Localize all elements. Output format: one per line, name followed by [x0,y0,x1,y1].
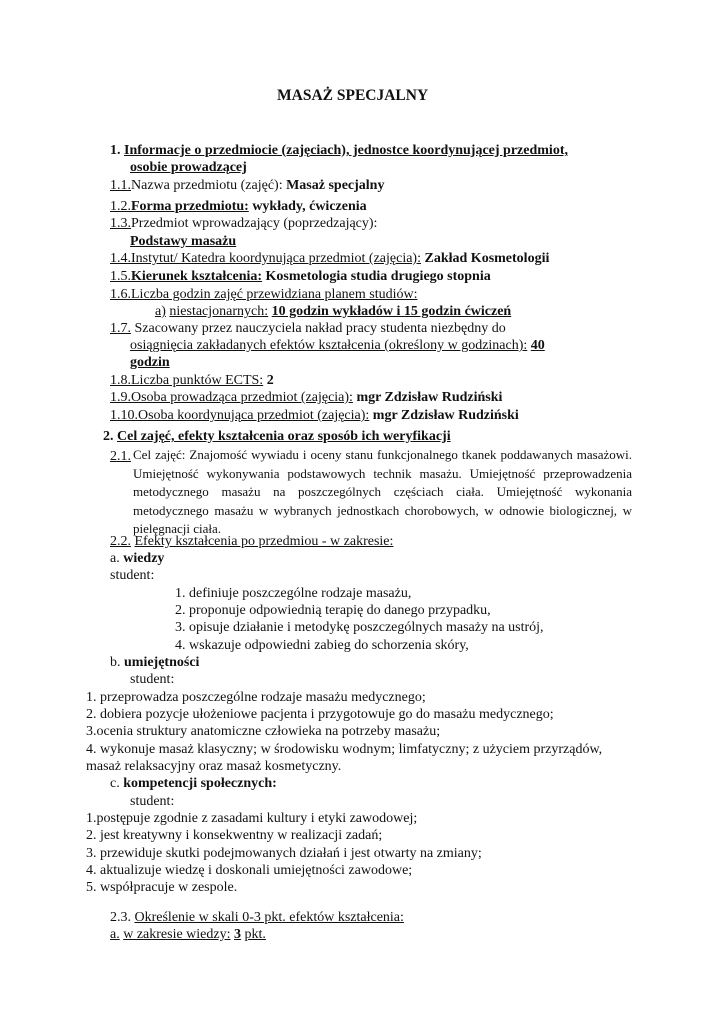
list-item: 3. opisuje działanie i metodykę poszczególnych masaży na ustrój, [175,620,544,635]
section-2-number: 2. [103,429,114,444]
section-1-title-line-1: Informacje o przedmiocie (zajęciach), jednostce koordynującej przedmiot, [124,143,568,158]
row-value: 40 [530,338,545,353]
sub-b-student: student: [130,672,175,687]
page-title: MASAŻ SPECJALNY [277,87,429,104]
sub-c-student: student: [130,794,175,809]
sub-value: 3 [234,927,242,942]
row-label: Osoba koordynująca przedmiot (zajęcia): [138,408,370,423]
section-2-title: Cel zajęć, efekty kształcenia oraz sposób ich weryfikacji [117,429,451,444]
row-1-6-sub [155,303,511,320]
row-value: mgr Zdzisław Rudziński [356,390,503,405]
row-1-8 [110,372,274,389]
sub-value: 10 godzin wykładów i 15 godzin ćwiczeń [271,304,512,319]
section-1-heading [110,142,568,159]
sub-c-heading [110,775,277,792]
list-item: 2. proponuje odpowiednią terapię do danego przypadku, [175,603,491,618]
sub-a-marker: a. [110,551,120,566]
row-number: 1.9. [110,390,131,405]
sub-label: w zakresie wiedzy: [123,927,231,942]
row-2-3 [110,909,404,926]
row-1-1 [110,177,384,194]
row-number: 1.4. [110,251,131,266]
row-1-4 [110,250,549,267]
section-1-title-line-2: osobie prowadzącej [130,160,247,175]
row-value: Kosmetologia studia drugiego stopnia [265,269,491,284]
row-1-3-value: Podstawy masażu [130,234,237,249]
row-value: mgr Zdzisław Rudziński [372,408,519,423]
row-text-line-2: osiągnięcia zakładanych efektów kształcenia (określony w godzinach): [130,338,528,353]
list-item: 2. jest kreatywny i konsekwentny w realizacji zadań; [86,828,383,843]
sub-a-label: wiedzy [123,551,165,566]
sub-marker: a. [110,927,120,942]
list-item: 5. współpracuje w zespole. [86,880,238,895]
row-number: 1.8. [110,373,131,388]
row-label: Instytut/ Katedra koordynująca przedmiot (zajęcia): [131,251,421,266]
row-number: 1.3. [110,216,131,231]
row-label: Forma przedmiotu: [131,199,249,214]
row-label: Osoba prowadząca przedmiot (zajęcia): [131,390,353,405]
list-item: 2. dobiera pozycje ułożeniowe pacjenta i przygotowuje go do masażu medycznego; [86,707,554,722]
sub-label: niestacjonarnych: [169,304,269,319]
row-2-3-a [110,926,266,943]
section-2-heading [103,428,451,445]
list-item: 1. definiuje poszczególne rodzaje masażu, [175,586,412,601]
row-1-5 [110,268,491,285]
row-1-10 [110,407,519,424]
row-label: Liczba godzin zajęć przewidziana planem studiów: [131,287,418,302]
row-text-line-1: Szacowany przez nauczyciela nakład pracy studenta niezbędny do [134,321,506,336]
row-text: Określenie w skali 0-3 pkt. efektów kształcenia: [134,910,404,925]
sub-a-heading [110,550,164,567]
row-value: wykłady, ćwiczenia [252,199,367,214]
row-number: 1.2. [110,199,131,214]
sub-unit: pkt. [244,927,266,942]
row-1-7-line-2 [130,337,545,354]
list-item: 4. wykonuje masaż klasyczny; w środowisku wodnym; limfatyczny; z użyciem przyrządów, [86,742,603,757]
row-value: Zakład Kosmetologii [424,251,550,266]
list-item: 3. przewiduje skutki podejmowanych działań i jest otwarty na zmiany; [86,846,482,861]
row-1-7 [110,320,506,337]
row-2-1-text: Cel zajęć: Znajomość wywiadu i oceny stanu funkcjonalnego tkanek poddawanych masażowi. Umiejętność wykonywania podstawowych technik masażu. Umiejętność przeprowadzenia metodycznego masażu na poszczególnych częściach ciała. Umiejętność wykonania metodycznego masażu w wybranych jednostkach chorobowych, w odnowie biologicznej, w pielęgnacji ciała. [133,447,632,536]
list-item: 1.postępuje zgodnie z zasadami kultury i etyki zawodowej; [86,811,418,826]
row-number: 1.10. [110,408,138,423]
sub-marker: a) [155,304,166,319]
row-1-3 [110,215,377,232]
row-number: 1.7. [110,321,131,336]
list-item: 4. aktualizuje wiedzę i doskonali umiejętności zawodowe; [86,863,413,878]
row-2-1-number: 2.1. [110,449,131,464]
sub-c-marker: c. [110,776,120,791]
sub-b-heading [110,654,199,671]
sub-c-label: kompetencji społecznych: [123,776,277,791]
row-number: 1.1. [110,178,131,193]
list-item: 4. wskazuje odpowiedni zabieg do schorzenia skóry, [175,638,469,653]
sub-b-label: umiejętności [124,655,200,670]
row-1-9 [110,389,502,406]
row-label: Nazwa przedmiotu (zajęć): [131,178,283,193]
list-item: 3.ocenia struktury anatomiczne człowieka na potrzeby masażu; [86,724,441,739]
row-2-2 [110,533,393,550]
row-value: Masaż specjalny [286,178,385,193]
row-1-7-value-unit: godzin [130,355,170,370]
row-number: 2.2. [110,534,131,549]
sub-a-student: student: [110,568,155,583]
row-label: Przedmiot wprowadzający (poprzedzający): [131,216,378,231]
row-1-2 [110,198,367,215]
row-1-6 [110,286,418,303]
list-item: masaż relaksacyjny oraz masaż kosmetyczny. [86,759,342,774]
sub-b-marker: b. [110,655,121,670]
row-label: Kierunek kształcenia: [131,269,263,284]
section-1-number: 1. [110,143,121,158]
list-item: 1. przeprowadza poszczególne rodzaje masażu medycznego; [86,690,426,705]
row-label: Liczba punktów ECTS: [131,373,264,388]
row-text: Efekty kształcenia po przedmiou - w zakresie: [134,534,394,549]
row-number: 2.3. [110,910,131,925]
row-number: 1.5. [110,269,131,284]
row-number: 1.6. [110,287,131,302]
row-value: 2 [266,373,274,388]
